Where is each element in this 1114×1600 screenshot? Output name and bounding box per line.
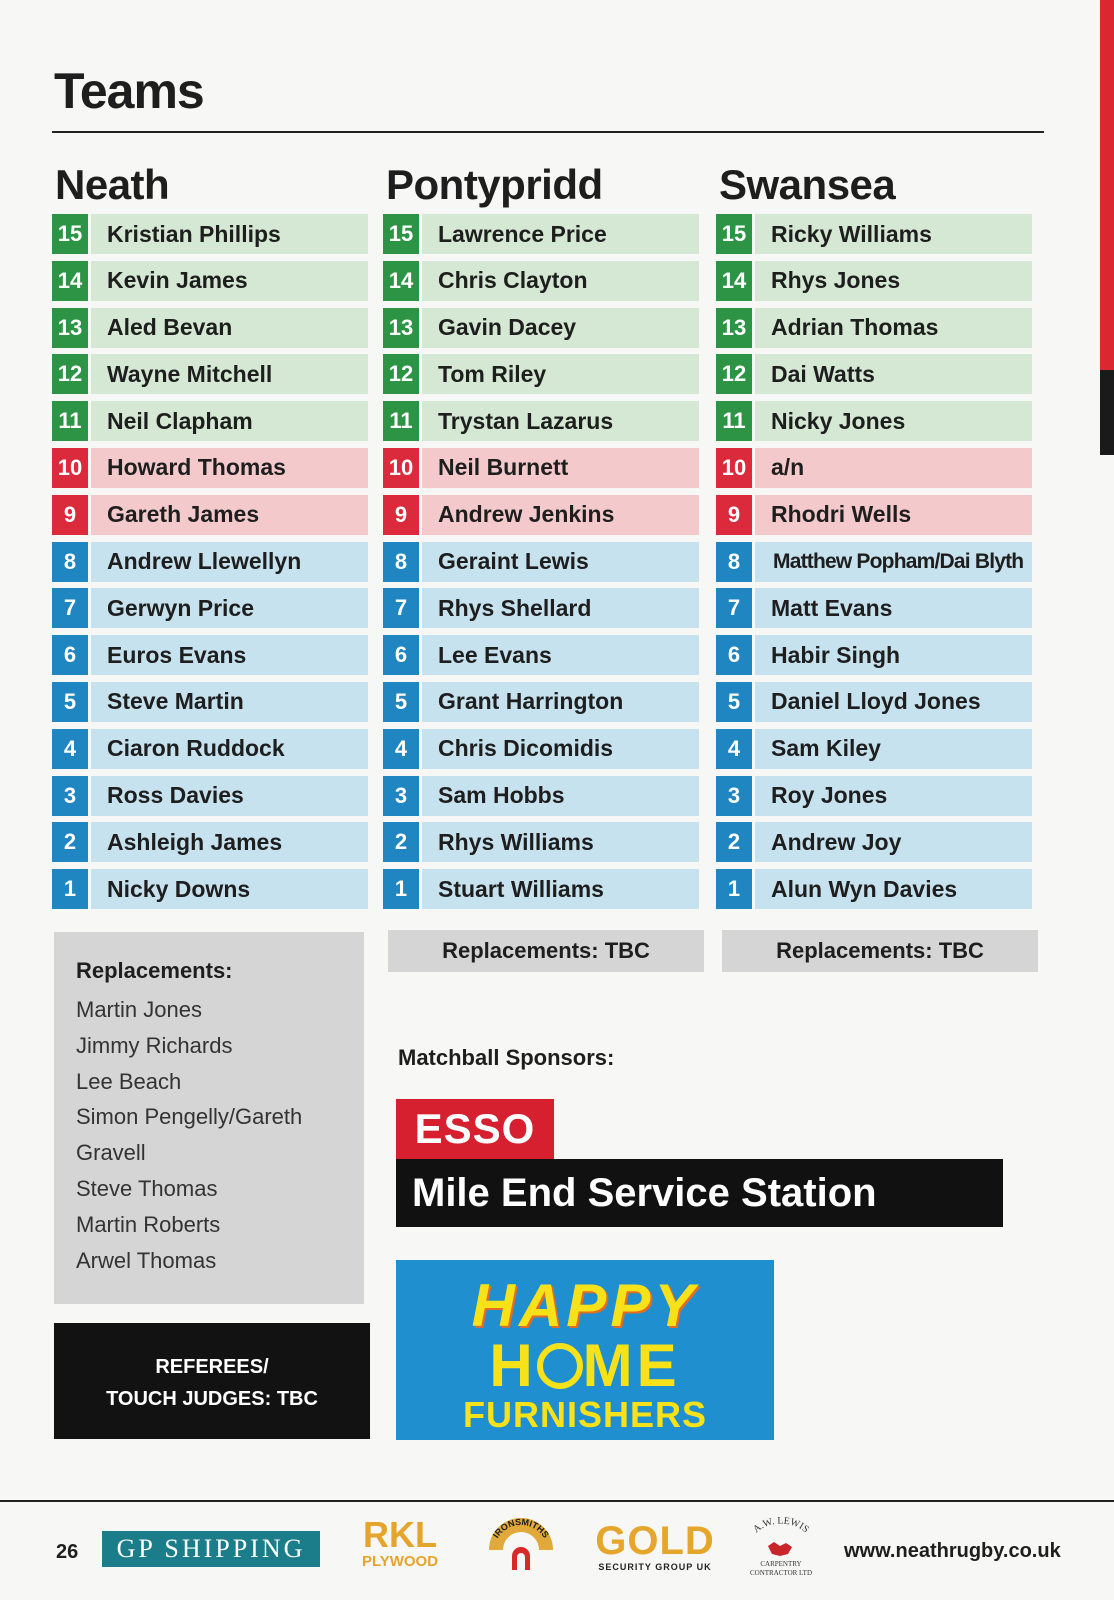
jersey-number: 4 — [52, 729, 88, 769]
ironsmiths-text: IRONSMITHS — [490, 1518, 552, 1540]
player-row — [383, 682, 699, 722]
home-h: H — [489, 1332, 537, 1399]
team-swansea — [716, 160, 1032, 916]
gold-security-logo — [590, 1520, 720, 1572]
page-edge-red-bar — [1100, 0, 1114, 370]
player-name: Alun Wyn Davies — [755, 869, 1032, 909]
player-row — [52, 542, 368, 582]
player-row — [383, 729, 699, 769]
player-list — [383, 214, 699, 909]
player-row — [383, 308, 699, 348]
player-row — [52, 261, 368, 301]
jersey-number: 5 — [716, 682, 752, 722]
ironsmiths-logo — [486, 1518, 556, 1574]
footer-divider — [0, 1500, 1114, 1502]
player-name: Stuart Williams — [422, 869, 699, 909]
player-name: Nicky Downs — [91, 869, 368, 909]
jersey-number: 7 — [383, 588, 419, 628]
player-name: Adrian Thomas — [755, 308, 1032, 348]
player-name: Gavin Dacey — [422, 308, 699, 348]
player-name: Geraint Lewis — [422, 542, 699, 582]
player-row — [716, 682, 1032, 722]
jersey-number: 8 — [52, 542, 88, 582]
player-row — [716, 729, 1032, 769]
player-row — [52, 776, 368, 816]
jersey-number: 13 — [383, 308, 419, 348]
player-name: Tom Riley — [422, 354, 699, 394]
jersey-number: 7 — [52, 588, 88, 628]
jersey-number: 12 — [383, 354, 419, 394]
player-row — [383, 822, 699, 862]
player-name: Habir Singh — [755, 635, 1032, 675]
player-name: Rhys Shellard — [422, 588, 699, 628]
jersey-number: 8 — [383, 542, 419, 582]
page-title: Teams — [54, 63, 204, 119]
jersey-number: 6 — [52, 635, 88, 675]
esso-logo: ESSO — [396, 1099, 554, 1159]
player-row — [716, 542, 1032, 582]
player-row — [52, 214, 368, 254]
player-name: Trystan Lazarus — [422, 401, 699, 441]
jersey-number: 2 — [383, 822, 419, 862]
contractor-text: CONTRACTOR LTD — [749, 1569, 813, 1577]
player-name: Kristian Phillips — [91, 214, 368, 254]
player-name: Lee Evans — [422, 635, 699, 675]
player-name: Ashleigh James — [91, 822, 368, 862]
neath-replacements-box — [54, 932, 364, 1304]
rkl-word: RKL — [363, 1514, 437, 1555]
player-name: Gerwyn Price — [91, 588, 368, 628]
jersey-number: 12 — [716, 354, 752, 394]
player-name: Daniel Lloyd Jones — [755, 682, 1032, 722]
referees-line: REFEREES/ — [155, 1356, 269, 1378]
player-name: Grant Harrington — [422, 682, 699, 722]
player-name: Andrew Jenkins — [422, 495, 699, 535]
player-name: Matt Evans — [755, 588, 1032, 628]
home-me: ME — [582, 1332, 681, 1399]
team-neath — [52, 160, 368, 916]
player-row — [383, 448, 699, 488]
jersey-number: 11 — [716, 401, 752, 441]
jersey-number: 1 — [383, 869, 419, 909]
player-row — [716, 776, 1032, 816]
jersey-number: 9 — [52, 495, 88, 535]
jersey-number: 11 — [52, 401, 88, 441]
furnishers-word: FURNISHERS — [462, 1394, 708, 1435]
svg-text:A.W. LEWIS — [751, 1516, 811, 1535]
player-row — [716, 495, 1032, 535]
player-name: Matthew Popham/Dai Blyth — [755, 542, 1032, 582]
player-name: Howard Thomas — [91, 448, 368, 488]
team-name: Swansea — [719, 161, 896, 208]
player-row — [383, 401, 699, 441]
player-row — [383, 214, 699, 254]
player-row — [52, 588, 368, 628]
jersey-number: 12 — [52, 354, 88, 394]
player-row — [383, 495, 699, 535]
jersey-number: 14 — [383, 261, 419, 301]
player-name: Rhodri Wells — [755, 495, 1032, 535]
rkl-plywood-logo — [352, 1516, 448, 1570]
jersey-number: 3 — [716, 776, 752, 816]
jersey-number: 5 — [52, 682, 88, 722]
player-name: Roy Jones — [755, 776, 1032, 816]
jersey-number: 5 — [383, 682, 419, 722]
jersey-number: 4 — [383, 729, 419, 769]
jersey-number: 1 — [52, 869, 88, 909]
referees-box — [54, 1323, 370, 1439]
player-row — [716, 261, 1032, 301]
player-row — [52, 401, 368, 441]
player-name: Euros Evans — [91, 635, 368, 675]
jersey-number: 14 — [716, 261, 752, 301]
player-row — [716, 822, 1032, 862]
jersey-number: 1 — [716, 869, 752, 909]
title-divider — [52, 131, 1044, 133]
replacements-heading: Replacements: — [76, 958, 233, 983]
player-name: Ross Davies — [91, 776, 368, 816]
player-name: Aled Bevan — [91, 308, 368, 348]
website-url: www.neathrugby.co.uk — [844, 1540, 1061, 1562]
jersey-number: 14 — [52, 261, 88, 301]
jersey-number: 6 — [716, 635, 752, 675]
page-edge-black-bar — [1100, 370, 1114, 455]
player-row — [383, 635, 699, 675]
player-name: Sam Kiley — [755, 729, 1032, 769]
replacement-item: Arwel Thomas — [76, 1247, 217, 1273]
player-name: Andrew Llewellyn — [91, 542, 368, 582]
player-row — [383, 588, 699, 628]
jersey-number: 2 — [52, 822, 88, 862]
player-row — [52, 448, 368, 488]
jersey-number: 3 — [383, 776, 419, 816]
player-row — [716, 869, 1032, 909]
player-row — [383, 354, 699, 394]
replacement-item: Lee Beach — [76, 1068, 182, 1094]
player-row — [52, 729, 368, 769]
replacement-item: Simon Pengelly/Gareth — [76, 1104, 303, 1130]
team-name: Pontypridd — [386, 161, 603, 208]
swansea-replacements: Replacements: TBC — [722, 930, 1038, 972]
home-word — [396, 1332, 774, 1399]
player-row — [716, 448, 1032, 488]
player-row — [383, 261, 699, 301]
jersey-number: 15 — [383, 214, 419, 254]
carpentry-text: CARPENTRY — [760, 1560, 802, 1568]
player-row — [52, 682, 368, 722]
player-row — [716, 635, 1032, 675]
player-name: Sam Hobbs — [422, 776, 699, 816]
player-row — [716, 354, 1032, 394]
player-list — [52, 214, 368, 909]
player-name: Neil Clapham — [91, 401, 368, 441]
player-list — [716, 214, 1032, 909]
jersey-number: 2 — [716, 822, 752, 862]
player-name: Nicky Jones — [755, 401, 1032, 441]
replacement-item: Gravell — [76, 1140, 146, 1166]
player-name: Lawrence Price — [422, 214, 699, 254]
mile-end-banner: Mile End Service Station — [396, 1159, 1003, 1227]
jersey-number: 13 — [52, 308, 88, 348]
player-row — [716, 214, 1032, 254]
gp-shipping-logo: GP SHIPPING — [102, 1531, 320, 1567]
jersey-number: 10 — [716, 448, 752, 488]
jersey-number: 3 — [52, 776, 88, 816]
player-name: Kevin James — [91, 261, 368, 301]
player-row — [383, 776, 699, 816]
jersey-number: 9 — [716, 495, 752, 535]
aw-lewis-logo — [740, 1516, 822, 1580]
matchball-sponsors-heading: Matchball Sponsors: — [398, 1045, 615, 1070]
jersey-number: 8 — [716, 542, 752, 582]
jersey-number: 7 — [716, 588, 752, 628]
player-row — [52, 354, 368, 394]
home-o-emblem-icon — [537, 1343, 583, 1389]
aw-lewis-text: A.W. LEWIS — [751, 1516, 811, 1536]
player-name: Andrew Joy — [755, 822, 1032, 862]
player-row — [383, 869, 699, 909]
replacement-item: Martin Jones — [76, 997, 202, 1022]
team-pontypridd — [383, 160, 699, 916]
player-name: Neil Burnett — [422, 448, 699, 488]
page-number: 26 — [56, 1541, 79, 1563]
player-name: Wayne Mitchell — [91, 354, 368, 394]
replacement-item: Steve Thomas — [76, 1175, 218, 1201]
player-name: Steve Martin — [91, 682, 368, 722]
player-name: Rhys Williams — [422, 822, 699, 862]
player-name: Ricky Williams — [755, 214, 1032, 254]
player-row — [716, 401, 1032, 441]
player-name: a/n — [755, 448, 1032, 488]
player-row — [383, 542, 699, 582]
player-name: Chris Clayton — [422, 261, 699, 301]
player-row — [716, 588, 1032, 628]
jersey-number: 13 — [716, 308, 752, 348]
player-row — [52, 822, 368, 862]
player-name: Ciaron Ruddock — [91, 729, 368, 769]
welsh-dragon-icon — [768, 1542, 792, 1556]
replacement-item: Jimmy Richards — [76, 1032, 233, 1058]
jersey-number: 15 — [716, 214, 752, 254]
player-row — [716, 308, 1032, 348]
player-row — [52, 495, 368, 535]
plywood-word: PLYWOOD — [361, 1553, 439, 1570]
gold-word: GOLD — [595, 1519, 715, 1563]
jersey-number: 10 — [383, 448, 419, 488]
touch-judges-line: TOUCH JUDGES: TBC — [106, 1388, 318, 1410]
happy-word: HAPPY — [471, 1272, 699, 1339]
player-name: Rhys Jones — [755, 261, 1032, 301]
jersey-number: 4 — [716, 729, 752, 769]
player-row — [52, 635, 368, 675]
jersey-number: 9 — [383, 495, 419, 535]
player-name: Dai Watts — [755, 354, 1032, 394]
player-name: Chris Dicomidis — [422, 729, 699, 769]
jersey-number: 11 — [383, 401, 419, 441]
security-group-word: SECURITY GROUP UK — [598, 1562, 712, 1572]
player-name: Gareth James — [91, 495, 368, 535]
jersey-number: 15 — [52, 214, 88, 254]
happy-home-furnishers-logo — [396, 1260, 774, 1440]
jersey-number: 6 — [383, 635, 419, 675]
team-name: Neath — [55, 161, 170, 208]
pontypridd-replacements: Replacements: TBC — [388, 930, 704, 972]
jersey-number: 10 — [52, 448, 88, 488]
player-row — [52, 869, 368, 909]
replacement-item: Martin Roberts — [76, 1211, 221, 1237]
player-row — [52, 308, 368, 348]
